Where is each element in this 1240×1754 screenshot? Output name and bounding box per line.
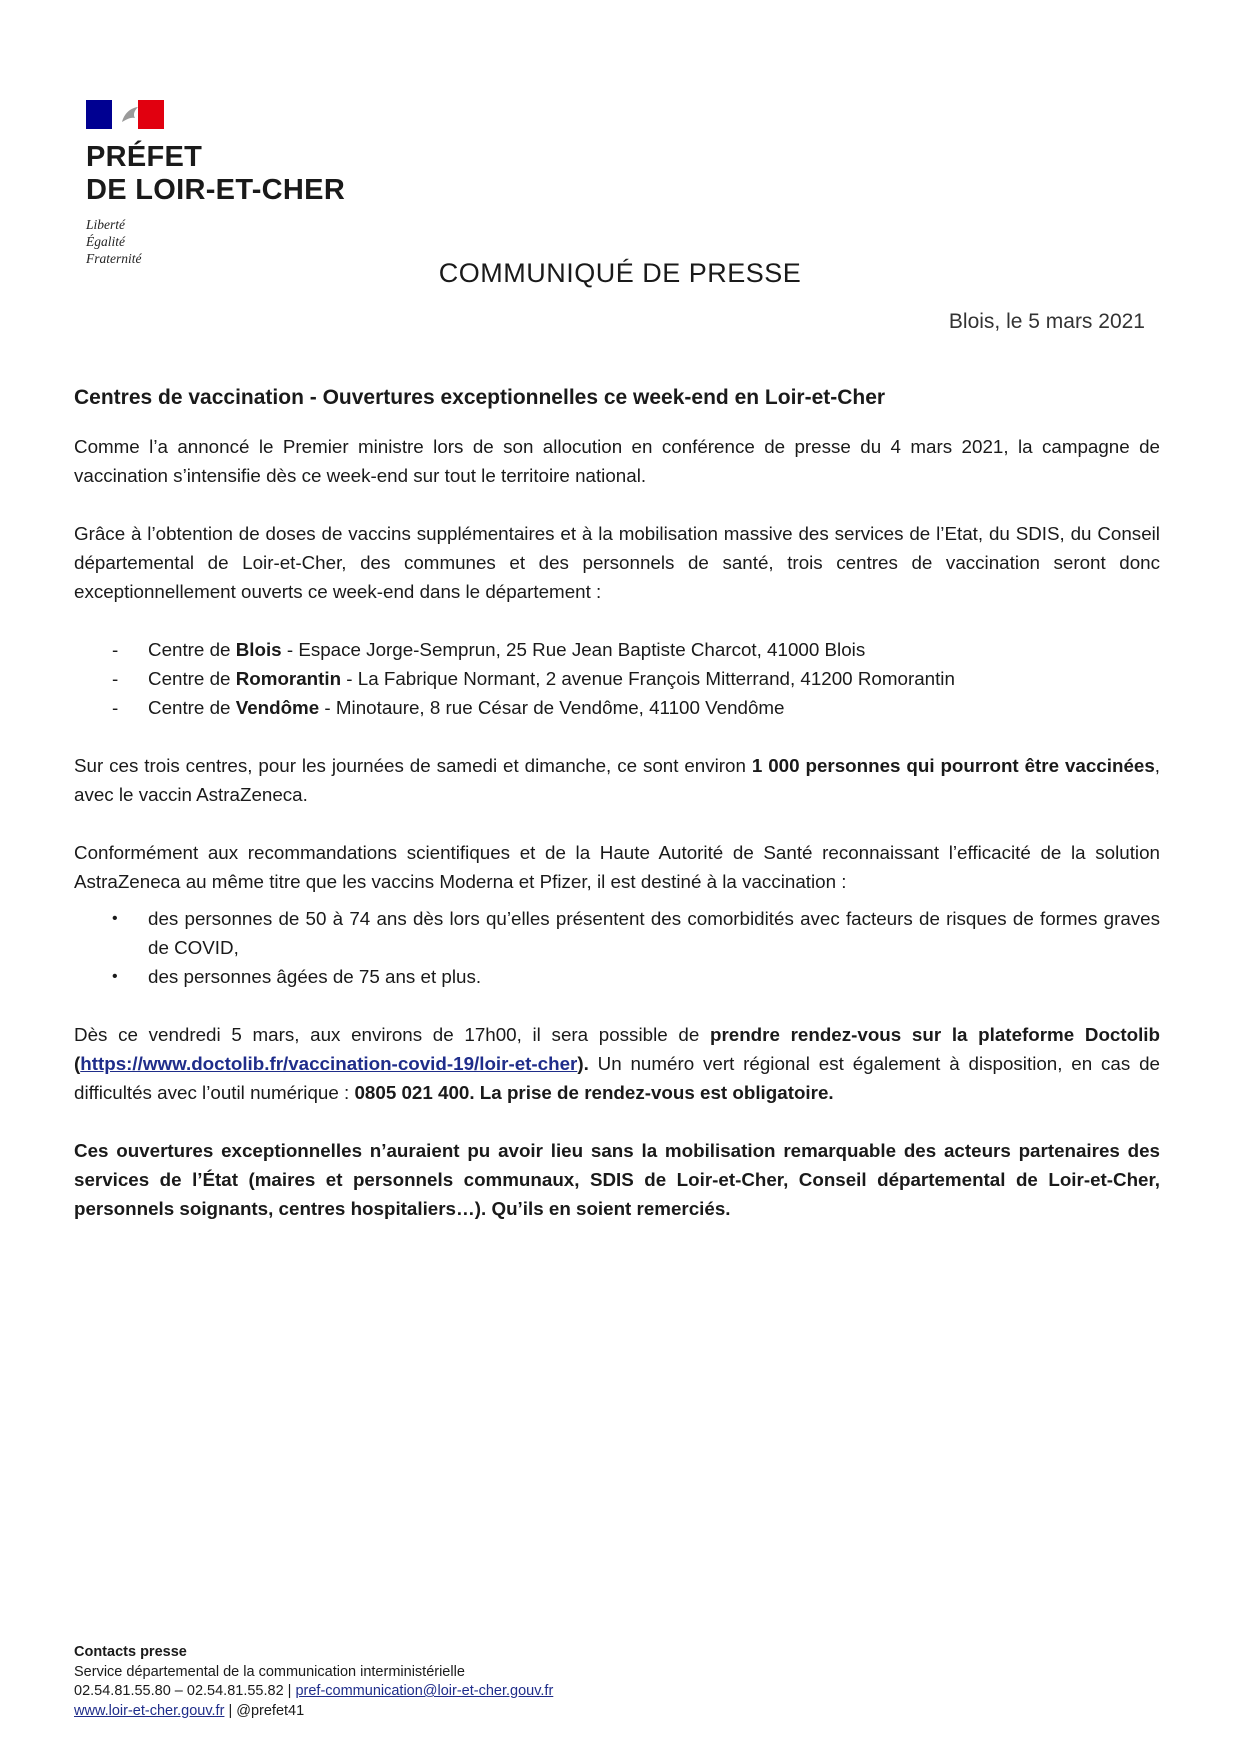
paragraph-recommendations: Conformément aux recommandations scientifiques et de la Haute Autorité de Santé reconnaissant l’efficacité de la solution AstraZeneca au même titre que les vaccins Moderna et Pfizer, il est destiné à la vaccination : xyxy=(74,842,1160,892)
centre-city: Vendôme xyxy=(235,697,320,718)
paragraph-appointment: Dès ce vendredi 5 mars, aux environs de 17h00, il sera possible de prendre rendez-vous sur la plateforme Doctolib (https://www.doctolib.fr/vaccination-covid-19/loir-et-cher). Un numéro vert régional est également à disposition, en cas de difficultés avec l’outil numérique : 0805 021 400. La prise de rendez-vous est obligatoire. xyxy=(74,1024,1160,1103)
list-item: - Centre de Vendôme - Minotaure, 8 rue César de Vendôme, 41100 Vendôme xyxy=(74,693,1160,722)
list-item: • des personnes de 50 à 74 ans dès lors qu’elles présentent des comorbidités avec facteurs de risques de formes graves de COVID, xyxy=(74,904,1160,962)
headline: Centres de vaccination - Ouvertures exceptionnelles ce week-end en Loir-et-Cher xyxy=(74,386,886,409)
bullet-marker: • xyxy=(112,968,118,985)
motto-liberte: Liberté xyxy=(86,217,125,232)
footer-website-link[interactable]: www.loir-et-cher.gouv.fr xyxy=(74,1702,225,1719)
paragraph-context: Grâce à l’obtention de doses de vaccins supplémentaires et à la mobilisation massive des services de l’Etat, du SDIS, du Conseil départemental de Loir-et-Cher, des communes et des personnels de santé, trois centres de vaccination seront donc exceptionnellement ouverts ce week-end dans le département : xyxy=(74,523,1160,602)
footer-title: Contacts presse xyxy=(74,1644,187,1660)
centres-list xyxy=(74,635,1160,722)
logo-line-2: DE LOIR-ET-CHER xyxy=(86,174,346,206)
document-type-title: COMMUNIQUÉ DE PRESSE xyxy=(438,258,802,288)
footer-contact-line xyxy=(74,1682,553,1702)
release-date: Blois, le 5 mars 2021 xyxy=(948,310,1145,333)
motto-fraternite: Fraternité xyxy=(86,251,142,266)
press-release-body xyxy=(74,384,1160,1252)
prefecture-name xyxy=(86,141,386,207)
prefecture-logo xyxy=(86,100,386,267)
footer-email-link[interactable]: pref-communication@loir-et-cher.gouv.fr xyxy=(295,1683,554,1699)
paragraph-thanks: Ces ouvertures exceptionnelles n’auraient pu avoir lieu sans la mobilisation remarquable des acteurs partenaires des services de l’État (maires et personnels communaux, SDIS de Loir-et-Cher, Conseil départemental de Loir-et-Cher, personnels soignants, centres hospitaliers…). Qu’ils en soient remerciés. xyxy=(74,1140,1160,1219)
footer-service: Service départemental de la communication interministérielle xyxy=(74,1663,465,1680)
centre-city: Blois xyxy=(235,639,282,660)
paragraph-capacity: Sur ces trois centres, pour les journées de samedi et dimanche, ce sont environ 1 000 personnes qui pourront être vaccinées, avec le vaccin AstraZeneca. xyxy=(74,755,1160,805)
logo-line-1: PRÉFET xyxy=(86,141,203,173)
list-item: - Centre de Blois - Espace Jorge-Semprun, 25 Rue Jean Baptiste Charcot, 41000 Blois xyxy=(74,635,1160,664)
marianne-flag-icon xyxy=(86,100,164,129)
footer-web-line: www.loir-et-cher.gouv.fr | @prefet41 xyxy=(74,1702,305,1719)
motto-egalite: Égalité xyxy=(86,234,125,249)
footer-twitter: @prefet41 xyxy=(236,1702,305,1719)
target-groups-list xyxy=(74,904,1160,991)
press-contacts-footer xyxy=(74,1643,553,1721)
list-item: - Centre de Romorantin - La Fabrique Normant, 2 avenue François Mitterrand, 41200 Romorantin xyxy=(74,664,1160,693)
bullet-marker: • xyxy=(112,910,118,927)
paragraph-intro: Comme l’a annoncé le Premier ministre lors de son allocution en conférence de presse du 4 mars 2021, la campagne de vaccination s’intensifie dès ce week-end sur tout le territoire national. xyxy=(74,436,1160,486)
dash-marker: - xyxy=(112,668,119,689)
dash-marker: - xyxy=(112,697,119,718)
centre-city: Romorantin xyxy=(235,668,342,689)
doctolib-link[interactable]: https://www.doctolib.fr/vaccination-covid-19/loir-et-cher xyxy=(80,1053,578,1074)
dash-marker: - xyxy=(112,639,119,660)
footer-phones: 02.54.81.55.80 – 02.54.81.55.82 | xyxy=(74,1683,296,1699)
list-item: • des personnes âgées de 75 ans et plus. xyxy=(74,962,1160,991)
